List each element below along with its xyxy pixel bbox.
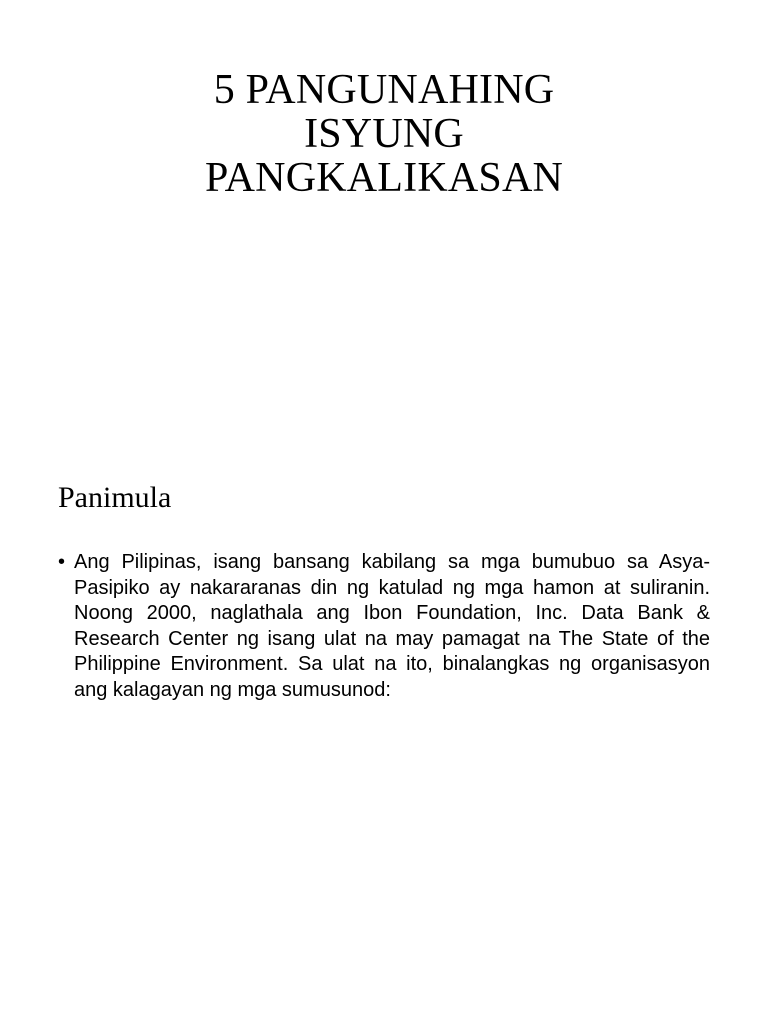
slide-title-line-1: 5 PANGUNAHING — [213, 67, 555, 113]
bullet-marker: • — [58, 551, 66, 573]
bullet-list — [58, 550, 710, 703]
slide-title-line-3: PANGKALIKASAN — [204, 155, 564, 201]
slide-title-line-2: ISYUNG — [304, 111, 464, 157]
bullet-item — [58, 550, 710, 703]
bullet-text: Ang Pilipinas, isang bansang kabilang sa mga bumubuo sa Asya-Pasipiko ay nakararanas din ng katulad ng mga hamon at suliranin. Noong 2000, naglathala ang Ibon Foundation, Inc. Data Bank & Research Center ng isang ulat na may pamagat na The State of the Philippine Environment. Sa ulat na ito, binalangkas ng organisasyon ang kalagayan ng mga sumusunod: — [74, 551, 710, 701]
section-heading: Panimula — [58, 481, 172, 514]
slide-title — [120, 68, 648, 200]
